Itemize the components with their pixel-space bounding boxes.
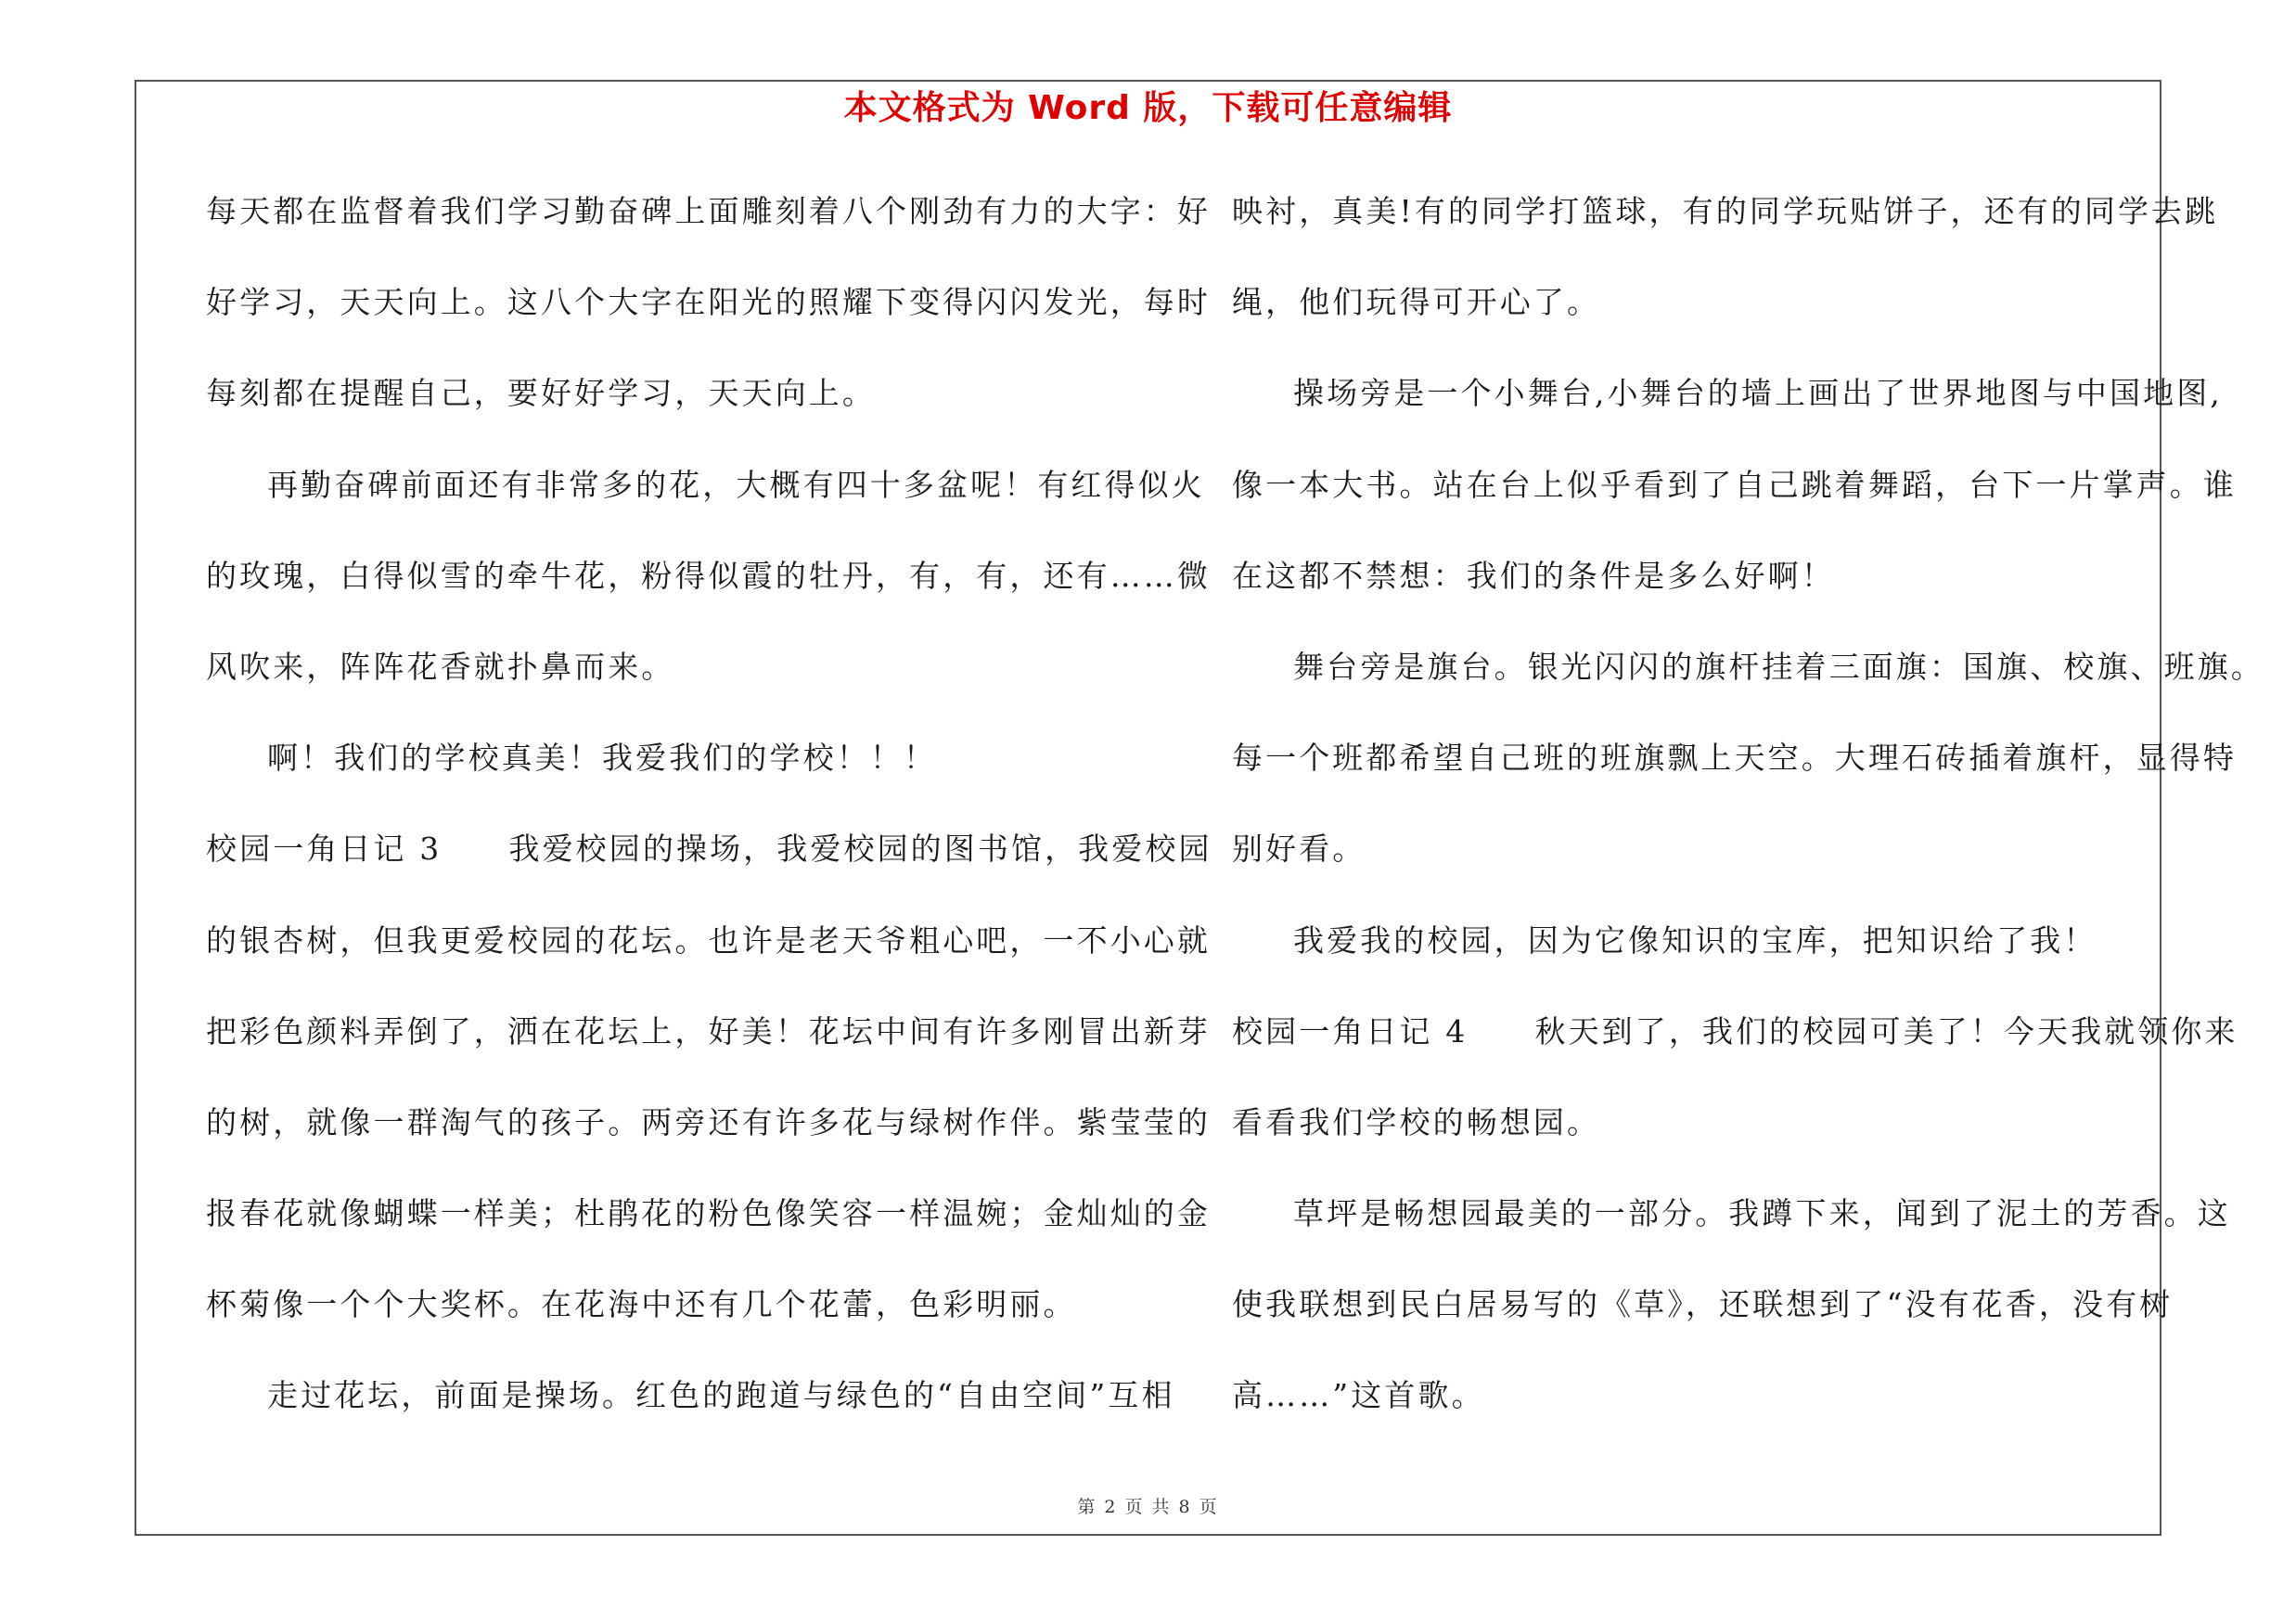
text-line: 的玫瑰，白得似雪的牵牛花，粉得似霞的牡丹，有，有，还有……微	[206, 557, 1211, 594]
text-line: 的银杏树，但我更爱校园的花坛。也许是老天爷粗心吧，一不小心就	[206, 921, 1211, 959]
right-text-column	[1232, 184, 2264, 1460]
page-number-footer: 第 2 页 共 8 页	[1077, 1497, 1219, 1517]
text-line: 啊！我们的学校真美！我爱我们的学校！！！	[267, 740, 937, 777]
text-line: 校园一角日记 4 秋天到了，我们的校园可美了！今天我就领你来	[1232, 1012, 2238, 1050]
text-line: 使我联想到民白居易写的《草》，还联想到了“没有花香，没有树	[1232, 1286, 2174, 1323]
text-line: 把彩色颜料弄倒了，洒在花坛上，好美！花坛中间有许多刚冒出新芽	[206, 1012, 1211, 1050]
text-line: 看看我们学校的畅想园。	[1232, 1103, 1601, 1140]
text-line: 每刻都在提醒自己，要好好学习，天天向上。	[206, 375, 876, 412]
text-line: 再勤奋碑前面还有非常多的花，大概有四十多盆呢！有红得似火	[267, 466, 1205, 503]
text-line: 校园一角日记 3 我爱校园的操场，我爱校园的图书馆，我爱校园	[206, 831, 1212, 868]
text-line: 我爱我的校园，因为它像知识的宝库，把知识给了我！	[1293, 921, 2097, 959]
text-line: 别好看。	[1232, 831, 1366, 868]
text-line: 操场旁是一个小舞台,小舞台的墙上画出了世界地图与中国地图,	[1293, 375, 2223, 412]
text-line: 高……”这首歌。	[1232, 1377, 1485, 1414]
text-line: 映衬，真美!有的同学打篮球，有的同学玩贴饼子，还有的同学去跳	[1232, 193, 2219, 229]
text-line: 每一个班都希望自己班的班旗飘上天空。大理石砖插着旗杆，显得特	[1232, 740, 2237, 777]
text-line: 的树，就像一群淘气的孩子。两旁还有许多花与绿树作伴。紫莹莹的	[206, 1103, 1211, 1140]
text-line: 杯菊像一个个大奖杯。在花海中还有几个花蕾，色彩明丽。	[206, 1286, 1077, 1323]
format-banner: 本文格式为 Word 版，下载可任意编辑	[843, 89, 1453, 127]
text-line: 绳，他们玩得可开心了。	[1232, 284, 1601, 321]
text-line: 走过花坛，前面是操场。红色的跑道与绿色的“自由空间”互相	[267, 1377, 1175, 1414]
text-line: 好学习，天天向上。这八个大字在阳光的照耀下变得闪闪发光，每时	[206, 284, 1211, 321]
left-text-column	[206, 184, 1212, 1460]
text-line: 草坪是畅想园最美的一部分。我蹲下来，闻到了泥土的芳香。这	[1293, 1195, 2231, 1232]
text-line: 每天都在监督着我们学习勤奋碑上面雕刻着八个刚劲有力的大字：好	[206, 193, 1211, 229]
text-line: 报春花就像蝴蝶一样美；杜鹃花的粉色像笑容一样温婉；金灿灿的金	[206, 1195, 1211, 1232]
text-line: 风吹来，阵阵花香就扑鼻而来。	[206, 648, 675, 685]
text-line: 舞台旁是旗台。银光闪闪的旗杆挂着三面旗：国旗、校旗、班旗。	[1293, 648, 2264, 685]
text-line: 在这都不禁想：我们的条件是多么好啊！	[1232, 557, 1835, 594]
text-line: 像一本大书。站在台上似乎看到了自己跳着舞蹈，台下一片掌声。谁	[1232, 466, 2237, 503]
